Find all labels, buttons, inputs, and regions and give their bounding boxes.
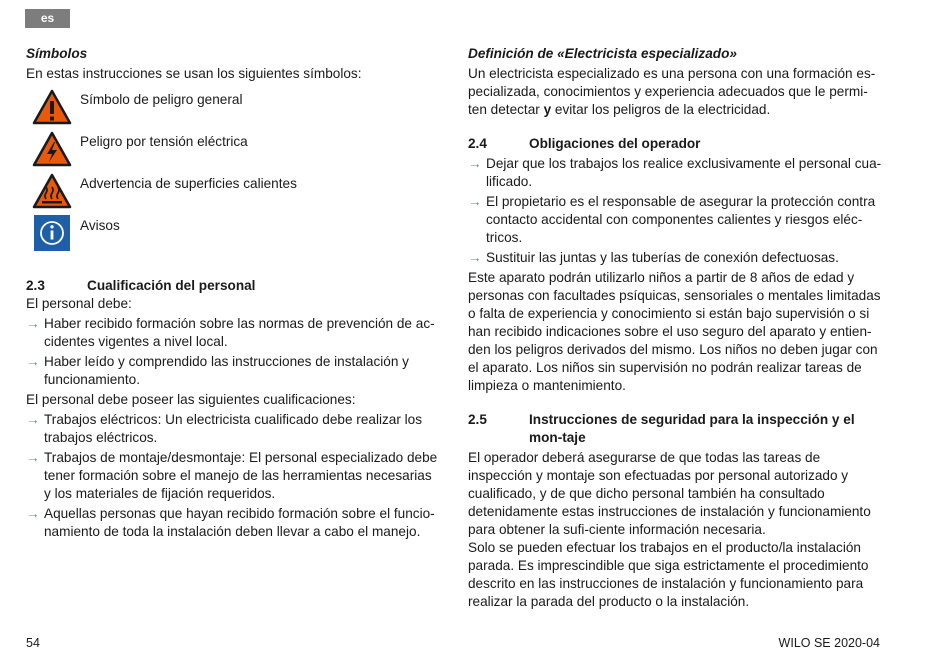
symbols-intro: En estas instrucciones se usan los siguientes símbolos: bbox=[26, 66, 362, 81]
list-item: → Haber recibido formación sobre las normas de prevención de ac-cidentes vigentes a nivel local. bbox=[26, 316, 435, 349]
symbol-row-general-danger bbox=[26, 89, 441, 131]
arrow-right-icon: → bbox=[26, 450, 40, 465]
arrow-right-icon: → bbox=[26, 506, 40, 521]
list-item: → Haber leído y comprendido las instrucciones de instalación y funcionamiento. bbox=[26, 354, 409, 387]
symbols-heading: Símbolos bbox=[26, 46, 88, 61]
symbol-row-info bbox=[26, 215, 441, 257]
symbol-label: Símbolo de peligro general bbox=[80, 92, 243, 107]
section-2-5-heading bbox=[468, 411, 884, 447]
section-number: 2.3 bbox=[26, 278, 45, 293]
arrow-right-icon: → bbox=[26, 412, 40, 427]
symbol-label: Peligro por tensión eléctrica bbox=[80, 134, 248, 149]
qualification-list-1 bbox=[26, 315, 441, 389]
symbol-label: Advertencia de superficies calientes bbox=[80, 176, 297, 191]
section-number: 2.4 bbox=[468, 136, 487, 151]
info-notice-icon bbox=[32, 215, 72, 251]
qualification-list-2 bbox=[26, 411, 441, 541]
section-intro: El personal debe: bbox=[26, 296, 132, 311]
section-2-3-heading bbox=[26, 277, 441, 295]
symbols-list bbox=[26, 89, 441, 257]
symbol-row-hot-surface bbox=[26, 173, 441, 215]
arrow-right-icon: → bbox=[468, 194, 482, 209]
section-title: Cualificación del personal bbox=[87, 278, 256, 293]
language-tab: es bbox=[25, 9, 70, 28]
children-use-paragraph: Este aparato podrán utilizarlo niños a partir de 8 años de edad y personas con facultades psíquicas, sensoriales o mentales limitadas o falta de experiencia y conocimiento si están bajo supervisión o si han recibido indicaciones sobre el uso seguro del aparato y entien-den los peligros derivados del mismo. Los niños no deben jugar con el aparato. Los niños sin supervisión no podrán realizar tareas de limpieza o mantenimiento. bbox=[468, 270, 881, 393]
publisher-footer: WILO SE 2020-04 bbox=[778, 636, 880, 650]
section-title: Obligaciones del operador bbox=[529, 136, 701, 151]
hot-surface-warning-icon bbox=[32, 173, 72, 209]
section-title: Instrucciones de seguridad para la inspección y el mon-taje bbox=[529, 412, 855, 445]
list-item: → Trabajos de montaje/desmontaje: El personal especializado debe tener formación sobre el manejo de las herramientas necesarias y los materiales de fijación requeridos. bbox=[26, 450, 438, 501]
left-column bbox=[26, 45, 441, 543]
section-2-4-heading bbox=[468, 135, 884, 153]
definition-paragraph: Un electricista especializado es una persona con una formación es-pecializada, conocimientos y experiencia adecuados que le permi-ten detectar y evitar los peligros de la electricidad. bbox=[468, 66, 876, 117]
inspection-paragraph-1: El operador deberá asegurarse de que todas las tareas de inspección y montaje son efectuadas por personal autorizado y cualificado, y de que dicho personal también ha consultado detenidamente estas instrucciones de instalación y funcionamiento para obtener la sufi-ciente información necesaria. bbox=[468, 450, 871, 537]
right-column bbox=[468, 45, 884, 611]
list-item: → Sustituir las juntas y las tuberías de conexión defectuosas. bbox=[468, 250, 839, 265]
page-number: 54 bbox=[26, 636, 40, 650]
electrical-voltage-warning-icon bbox=[32, 131, 72, 167]
arrow-right-icon: → bbox=[468, 156, 482, 171]
section-number: 2.5 bbox=[468, 412, 487, 427]
list-item: → Trabajos eléctricos: Un electricista cualificado debe realizar los trabajos eléctricos. bbox=[26, 412, 423, 445]
list-item: → Aquellas personas que hayan recibido formación sobre el funcio-namiento de toda la instalación deben llevar a cabo el manejo. bbox=[26, 506, 435, 539]
list-item: → Dejar que los trabajos los realice exclusivamente el personal cua-lificado. bbox=[468, 156, 882, 189]
definition-heading: Definición de «Electricista especializado» bbox=[468, 46, 737, 61]
general-danger-warning-icon bbox=[32, 89, 72, 125]
arrow-right-icon: → bbox=[26, 354, 40, 369]
inspection-paragraph-2: Solo se pueden efectuar los trabajos en el producto/la instalación parada. Es imprescindible que siga estrictamente el procedimiento descrito en las instrucciones de instalación y funcionamiento para realizar la parada del producto o la instalación. bbox=[468, 540, 869, 609]
arrow-right-icon: → bbox=[468, 250, 482, 265]
section-intro-2: El personal debe poseer las siguientes cualificaciones: bbox=[26, 392, 356, 407]
symbol-label: Avisos bbox=[80, 218, 120, 233]
arrow-right-icon: → bbox=[26, 316, 40, 331]
list-item: → El propietario es el responsable de asegurar la protección contra contacto accidental con componentes calientes y riesgos eléc-tricos. bbox=[468, 194, 876, 245]
operator-obligations-list bbox=[468, 155, 884, 267]
symbol-row-electrical bbox=[26, 131, 441, 173]
